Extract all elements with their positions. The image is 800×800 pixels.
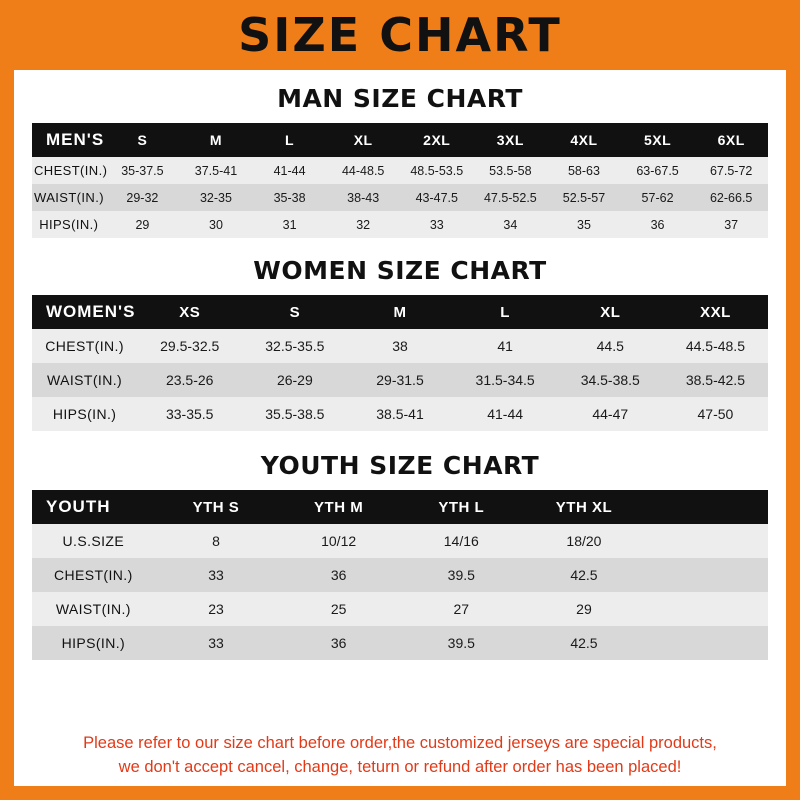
women-cell-0-3: 41 [497, 338, 513, 354]
man-col-9: 6XL [717, 132, 745, 148]
youth-col-0: YOUTH [46, 497, 111, 516]
man-cell-0-4: 48.5-53.5 [410, 163, 464, 178]
youth-cell-2-3: 29 [576, 601, 592, 617]
table-header-row [32, 123, 768, 157]
youth-cell-3-spacer [645, 626, 768, 660]
youth-cell-0-3: 18/20 [566, 533, 602, 549]
women-cell-0-5: 44.5-48.5 [685, 338, 745, 354]
youth-cell-0-1: 10/12 [321, 533, 357, 549]
man-cell-0-8: 67.5-72 [709, 163, 753, 178]
table-row [32, 592, 768, 626]
man-cell-1-1: 32-35 [199, 190, 232, 205]
women-row-0-label: CHEST(IN.) [45, 338, 124, 354]
man-col-7: 4XL [570, 132, 598, 148]
youth-cell-3-1: 36 [330, 635, 347, 651]
women-cell-2-4: 44-47 [592, 406, 629, 422]
women-cell-2-3: 41-44 [487, 406, 524, 422]
women-col-4: L [500, 303, 510, 321]
youth-col-spacer [645, 490, 768, 524]
youth-col-4: YTH XL [555, 498, 613, 516]
chart-content [14, 70, 786, 786]
women-cell-1-5: 38.5-42.5 [685, 372, 745, 388]
man-cell-1-4: 43-47.5 [415, 190, 458, 205]
man-cell-2-1: 30 [209, 217, 223, 232]
women-table-body [32, 329, 768, 431]
man-col-1: S [137, 132, 148, 148]
table-row [32, 626, 768, 660]
man-row-1-label: WAIST(IN.) [34, 190, 104, 205]
youth-cell-1-2: 39.5 [447, 567, 475, 583]
table-row [32, 558, 768, 592]
youth-cell-0-2: 14/16 [443, 533, 479, 549]
man-cell-1-8: 62-66.5 [709, 190, 753, 205]
table-header-row [32, 490, 768, 524]
youth-cell-1-0: 33 [208, 567, 224, 583]
women-cell-2-2: 38.5-41 [376, 406, 424, 422]
women-cell-1-3: 31.5-34.5 [475, 372, 535, 388]
man-cell-2-4: 33 [429, 217, 444, 232]
women-col-2: S [289, 303, 301, 321]
man-row-2-label: HIPS(IN.) [39, 217, 99, 232]
youth-section-title: YOUTH SIZE CHART [260, 451, 540, 480]
youth-cell-1-spacer [645, 558, 768, 592]
youth-cell-2-spacer [645, 592, 768, 626]
table-row [32, 157, 768, 184]
women-cell-1-0: 23.5-26 [165, 372, 214, 388]
man-col-3: L [285, 132, 295, 148]
women-cell-0-0: 29.5-32.5 [160, 338, 220, 354]
man-cell-2-7: 36 [650, 217, 665, 232]
women-cell-2-1: 35.5-38.5 [265, 406, 325, 422]
table-row [32, 524, 768, 558]
women-cell-1-2: 29-31.5 [376, 372, 424, 388]
youth-cell-0-spacer [645, 524, 768, 558]
table-row [32, 211, 768, 238]
youth-row-1-label: CHEST(IN.) [53, 567, 133, 583]
man-cell-1-3: 38-43 [347, 190, 380, 205]
table-row [32, 184, 768, 211]
man-size-table [32, 123, 768, 238]
man-cell-0-5: 53.5-58 [489, 163, 532, 178]
man-cell-0-6: 58-63 [567, 163, 600, 178]
man-col-2: M [209, 132, 223, 148]
women-row-1-label: WAIST(IN.) [47, 372, 123, 388]
man-cell-0-0: 35-37.5 [121, 163, 164, 178]
man-section-title: MAN SIZE CHART [277, 84, 523, 113]
table-row [32, 329, 768, 363]
man-cell-0-2: 41-44 [273, 163, 306, 178]
man-cell-2-8: 37 [724, 217, 739, 232]
man-cell-1-6: 52.5-57 [562, 190, 606, 205]
youth-cell-0-0: 8 [212, 533, 220, 549]
table-row [32, 397, 768, 431]
youth-size-table [32, 490, 768, 660]
man-col-5: 2XL [423, 132, 451, 148]
table-header-row [32, 295, 768, 329]
man-table-body [32, 157, 768, 238]
youth-col-3: YTH L [438, 498, 485, 516]
women-cell-0-4: 44.5 [596, 338, 624, 354]
women-cell-0-2: 38 [392, 338, 408, 354]
youth-col-2: YTH M [314, 498, 364, 516]
man-col-0: MEN'S [46, 130, 105, 149]
order-notice [32, 722, 768, 786]
man-cell-1-0: 29-32 [126, 190, 159, 205]
women-cell-0-1: 32.5-35.5 [265, 338, 325, 354]
youth-cell-3-2: 39.5 [447, 635, 475, 651]
notice-line-2: we don't accept cancel, change, teturn or refund after order has been placed! [118, 758, 682, 777]
women-row-2-label: HIPS(IN.) [52, 406, 117, 422]
man-col-4: XL [353, 132, 373, 148]
man-cell-0-1: 37.5-41 [194, 163, 238, 178]
man-col-6: 3XL [496, 132, 524, 148]
man-cell-2-3: 32 [356, 217, 371, 232]
table-row [32, 363, 768, 397]
women-table-header [32, 295, 768, 329]
women-cell-2-5: 47-50 [697, 406, 734, 422]
man-cell-0-3: 44-48.5 [341, 163, 385, 178]
women-col-1: XS [179, 303, 201, 321]
youth-cell-2-1: 25 [330, 601, 347, 617]
women-cell-1-4: 34.5-38.5 [580, 372, 640, 388]
man-cell-2-5: 34 [503, 217, 518, 232]
man-cell-2-0: 29 [135, 217, 150, 232]
women-col-0: WOMEN'S [46, 302, 136, 321]
youth-cell-1-3: 42.5 [570, 567, 598, 583]
youth-col-1: YTH S [192, 498, 240, 516]
women-cell-2-0: 33-35.5 [165, 406, 214, 422]
youth-cell-3-0: 33 [208, 635, 224, 651]
youth-row-3-label: HIPS(IN.) [61, 635, 126, 651]
youth-table-header [32, 490, 768, 524]
women-size-table [32, 295, 768, 431]
youth-row-0-label: U.S.SIZE [62, 533, 125, 549]
page-title: SIZE CHART [238, 8, 562, 62]
youth-cell-2-0: 23 [208, 601, 224, 617]
women-section-title: WOMEN SIZE CHART [253, 256, 547, 285]
man-cell-2-6: 35 [577, 217, 591, 232]
women-col-6: XXL [700, 303, 731, 321]
man-cell-2-2: 31 [282, 217, 297, 232]
man-row-0-label: CHEST(IN.) [34, 163, 108, 178]
man-cell-1-5: 47.5-52.5 [483, 190, 537, 205]
man-cell-0-7: 63-67.5 [636, 163, 679, 178]
man-cell-1-7: 57-62 [641, 190, 674, 205]
man-col-8: 5XL [643, 132, 672, 148]
youth-cell-1-1: 36 [330, 567, 347, 583]
women-col-3: M [393, 303, 407, 321]
header-banner [14, 0, 786, 70]
youth-cell-2-2: 27 [453, 601, 470, 617]
notice-line-1: Please refer to our size chart before order,the customized jerseys are special products, [83, 734, 717, 753]
women-col-5: XL [600, 303, 621, 321]
man-table-header [32, 123, 768, 157]
youth-cell-3-3: 42.5 [570, 635, 598, 651]
man-cell-1-2: 35-38 [273, 190, 306, 205]
youth-row-2-label: WAIST(IN.) [55, 601, 131, 617]
youth-table-body [32, 524, 768, 660]
women-cell-1-1: 26-29 [276, 372, 313, 388]
